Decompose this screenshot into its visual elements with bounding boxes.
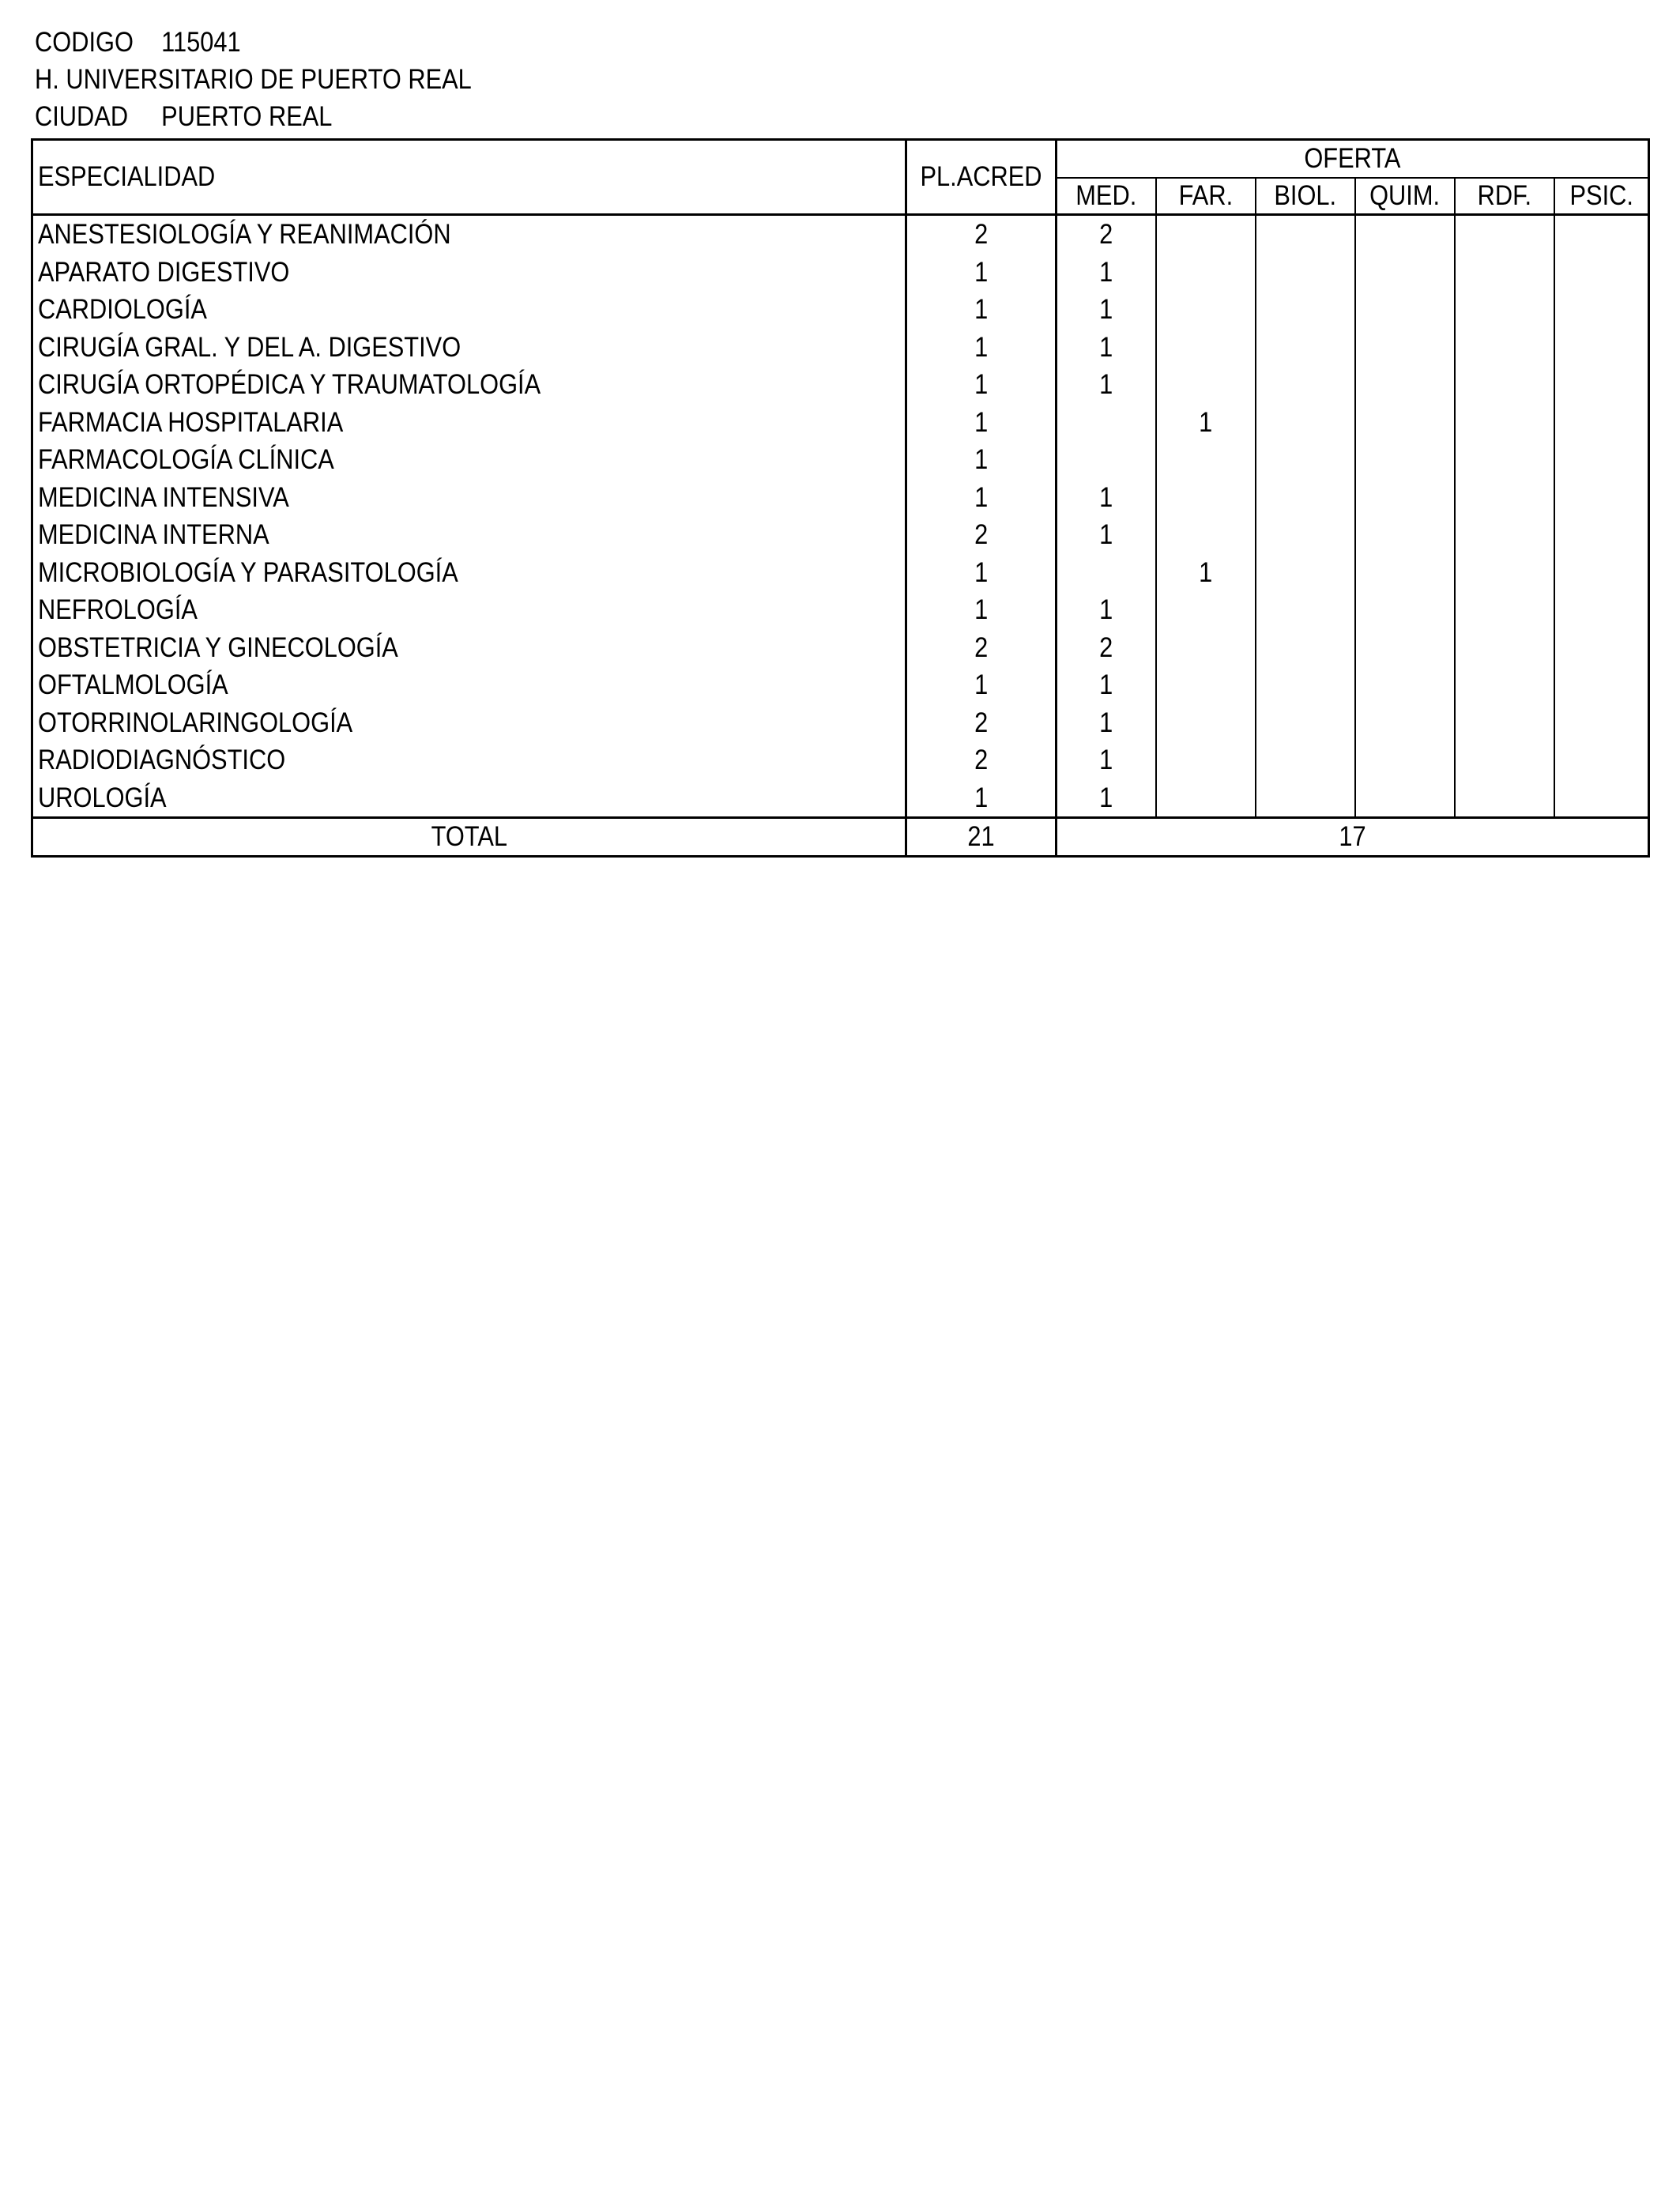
table-row: [32, 779, 1649, 818]
med-cell: [1057, 404, 1156, 442]
far-cell: [1156, 366, 1256, 404]
especialidad-cell: ANESTESIOLOGÍA Y REANIMACIÓN: [32, 215, 906, 254]
biol-cell: [1256, 291, 1355, 329]
especialidad-cell: OTORRINOLARINGOLOGÍA: [32, 704, 906, 742]
quim-cell: [1355, 441, 1455, 479]
quim-cell: [1355, 479, 1455, 517]
quim-cell: [1355, 516, 1455, 554]
total-label: TOTAL: [32, 818, 906, 857]
biol-cell: [1256, 441, 1355, 479]
table-row: [32, 704, 1649, 742]
far-cell: [1156, 629, 1256, 667]
psic-cell: [1554, 215, 1649, 254]
col-oferta-header: OFERTA: [1057, 140, 1649, 179]
codigo-line: [35, 24, 472, 61]
far-cell: [1156, 479, 1256, 517]
biol-cell: [1256, 479, 1355, 517]
med-cell: 1: [1099, 519, 1113, 550]
psic-cell: [1554, 366, 1649, 404]
biol-cell: [1256, 329, 1355, 367]
biol-cell: [1256, 779, 1355, 818]
table-row: [32, 254, 1649, 292]
quim-cell: [1355, 591, 1455, 629]
rdf-cell: [1455, 629, 1554, 667]
especialidad-cell: FARMACOLOGÍA CLÍNICA: [32, 441, 906, 479]
rdf-cell: [1455, 554, 1554, 592]
table-row: [32, 629, 1649, 667]
hospital-name: H. UNIVERSITARIO DE PUERTO REAL: [35, 64, 472, 95]
especialidad-cell: OBSTETRICIA Y GINECOLOGÍA: [32, 629, 906, 667]
psic-cell: [1554, 516, 1649, 554]
especialidad-cell: RADIODIAGNÓSTICO: [32, 741, 906, 779]
far-cell: [1156, 741, 1256, 779]
col-med-header: MED.: [1057, 178, 1156, 215]
quim-cell: [1355, 291, 1455, 329]
far-cell: [1156, 329, 1256, 367]
quim-cell: [1355, 404, 1455, 442]
ciudad-line: [35, 98, 472, 135]
biol-cell: [1256, 554, 1355, 592]
psic-cell: [1554, 741, 1649, 779]
med-cell: 1: [1099, 707, 1113, 738]
far-cell: [1156, 591, 1256, 629]
biol-cell: [1256, 629, 1355, 667]
far-cell: [1156, 704, 1256, 742]
table-row: [32, 366, 1649, 404]
med-cell: 1: [1099, 369, 1113, 400]
rdf-cell: [1455, 329, 1554, 367]
quim-cell: [1355, 704, 1455, 742]
far-cell: 1: [1156, 404, 1256, 442]
biol-cell: [1256, 215, 1355, 254]
biol-cell: [1256, 404, 1355, 442]
table-row: [32, 666, 1649, 704]
placred-cell: 1: [906, 441, 1057, 479]
total-row: [32, 818, 1649, 857]
far-cell: [1156, 516, 1256, 554]
rdf-cell: [1455, 366, 1554, 404]
psic-cell: [1554, 479, 1649, 517]
placred-cell: 2: [906, 704, 1057, 742]
table-row: [32, 741, 1649, 779]
table-row: [32, 591, 1649, 629]
far-cell: 1: [1156, 554, 1256, 592]
codigo-value: 115041: [161, 27, 241, 58]
document-header: [35, 24, 472, 135]
rdf-cell: [1455, 404, 1554, 442]
placred-cell: 1: [906, 254, 1057, 292]
quim-cell: [1355, 666, 1455, 704]
med-cell: 1: [1099, 594, 1113, 625]
table-header: [32, 140, 1649, 215]
rdf-cell: [1455, 516, 1554, 554]
col-biol-header: BIOL.: [1256, 178, 1355, 215]
col-quim-header: QUIM.: [1355, 178, 1455, 215]
especialidad-cell: MEDICINA INTERNA: [32, 516, 906, 554]
codigo-label: CODIGO: [35, 27, 134, 58]
rdf-cell: [1455, 291, 1554, 329]
col-placred-header: PL.ACRED: [906, 140, 1057, 215]
quim-cell: [1355, 366, 1455, 404]
med-cell: [1057, 554, 1156, 592]
med-cell: 1: [1099, 331, 1113, 363]
psic-cell: [1554, 629, 1649, 667]
placred-cell: 1: [906, 479, 1057, 517]
especialidad-cell: MICROBIOLOGÍA Y PARASITOLOGÍA: [32, 554, 906, 592]
table-row: [32, 215, 1649, 254]
placred-cell: 2: [906, 741, 1057, 779]
biol-cell: [1256, 704, 1355, 742]
quim-cell: [1355, 329, 1455, 367]
rdf-cell: [1455, 591, 1554, 629]
psic-cell: [1554, 591, 1649, 629]
far-cell: [1156, 291, 1256, 329]
table-body: [32, 215, 1649, 857]
table-row: [32, 479, 1649, 517]
biol-cell: [1256, 516, 1355, 554]
ciudad-label: CIUDAD: [35, 101, 129, 132]
quim-cell: [1355, 741, 1455, 779]
especialidad-cell: CIRUGÍA GRAL. Y DEL A. DIGESTIVO: [32, 329, 906, 367]
med-cell: 1: [1099, 481, 1113, 513]
table-row: [32, 441, 1649, 479]
psic-cell: [1554, 666, 1649, 704]
biol-cell: [1256, 741, 1355, 779]
placred-cell: 1: [906, 554, 1057, 592]
biol-cell: [1256, 254, 1355, 292]
rdf-cell: [1455, 741, 1554, 779]
med-cell: 1: [1099, 294, 1113, 325]
placred-cell: 1: [906, 591, 1057, 629]
table-row: [32, 404, 1649, 442]
especialidad-cell: MEDICINA INTENSIVA: [32, 479, 906, 517]
plazas-table: [31, 138, 1650, 858]
med-cell: 1: [1099, 745, 1113, 775]
quim-cell: [1355, 254, 1455, 292]
med-cell: 2: [1099, 631, 1113, 663]
biol-cell: [1256, 366, 1355, 404]
med-cell: 2: [1099, 219, 1113, 250]
placred-cell: 1: [906, 666, 1057, 704]
especialidad-cell: NEFROLOGÍA: [32, 591, 906, 629]
rdf-cell: [1455, 254, 1554, 292]
psic-cell: [1554, 441, 1649, 479]
rdf-cell: [1455, 704, 1554, 742]
psic-cell: [1554, 291, 1649, 329]
med-cell: [1057, 441, 1156, 479]
rdf-cell: [1455, 666, 1554, 704]
med-cell: 1: [1099, 256, 1113, 288]
far-cell: [1156, 215, 1256, 254]
placred-cell: 2: [906, 516, 1057, 554]
biol-cell: [1256, 591, 1355, 629]
table-row: [32, 329, 1649, 367]
placred-cell: 1: [906, 329, 1057, 367]
rdf-cell: [1455, 779, 1554, 818]
col-especialidad-header: ESPECIALIDAD: [32, 140, 906, 215]
psic-cell: [1554, 704, 1649, 742]
table-row: [32, 516, 1649, 554]
far-cell: [1156, 441, 1256, 479]
col-far-header: FAR.: [1156, 178, 1256, 215]
quim-cell: [1355, 215, 1455, 254]
psic-cell: [1554, 779, 1649, 818]
placred-cell: 1: [906, 779, 1057, 818]
col-rdf-header: RDF.: [1455, 178, 1554, 215]
psic-cell: [1554, 329, 1649, 367]
placred-cell: 2: [906, 215, 1057, 254]
especialidad-cell: CARDIOLOGÍA: [32, 291, 906, 329]
quim-cell: [1355, 554, 1455, 592]
total-oferta: 17: [1057, 818, 1649, 857]
col-psic-header: PSIC.: [1554, 178, 1649, 215]
quim-cell: [1355, 779, 1455, 818]
table-row: [32, 554, 1649, 592]
far-cell: [1156, 666, 1256, 704]
especialidad-cell: APARATO DIGESTIVO: [32, 254, 906, 292]
rdf-cell: [1455, 441, 1554, 479]
ciudad-value: PUERTO REAL: [161, 101, 333, 132]
especialidad-cell: UROLOGÍA: [32, 779, 906, 818]
far-cell: [1156, 779, 1256, 818]
far-cell: [1156, 254, 1256, 292]
quim-cell: [1355, 629, 1455, 667]
placred-cell: 1: [906, 404, 1057, 442]
placred-cell: 1: [906, 291, 1057, 329]
med-cell: 1: [1099, 669, 1113, 700]
psic-cell: [1554, 254, 1649, 292]
rdf-cell: [1455, 215, 1554, 254]
placred-cell: 1: [906, 366, 1057, 404]
total-placred: 21: [906, 818, 1057, 857]
rdf-cell: [1455, 479, 1554, 517]
especialidad-cell: CIRUGÍA ORTOPÉDICA Y TRAUMATOLOGÍA: [32, 366, 906, 404]
biol-cell: [1256, 666, 1355, 704]
psic-cell: [1554, 554, 1649, 592]
med-cell: 1: [1099, 782, 1113, 813]
especialidad-cell: OFTALMOLOGÍA: [32, 666, 906, 704]
especialidad-cell: FARMACIA HOSPITALARIA: [32, 404, 906, 442]
placred-cell: 2: [906, 629, 1057, 667]
hospital-line: [35, 61, 472, 98]
psic-cell: [1554, 404, 1649, 442]
table-row: [32, 291, 1649, 329]
